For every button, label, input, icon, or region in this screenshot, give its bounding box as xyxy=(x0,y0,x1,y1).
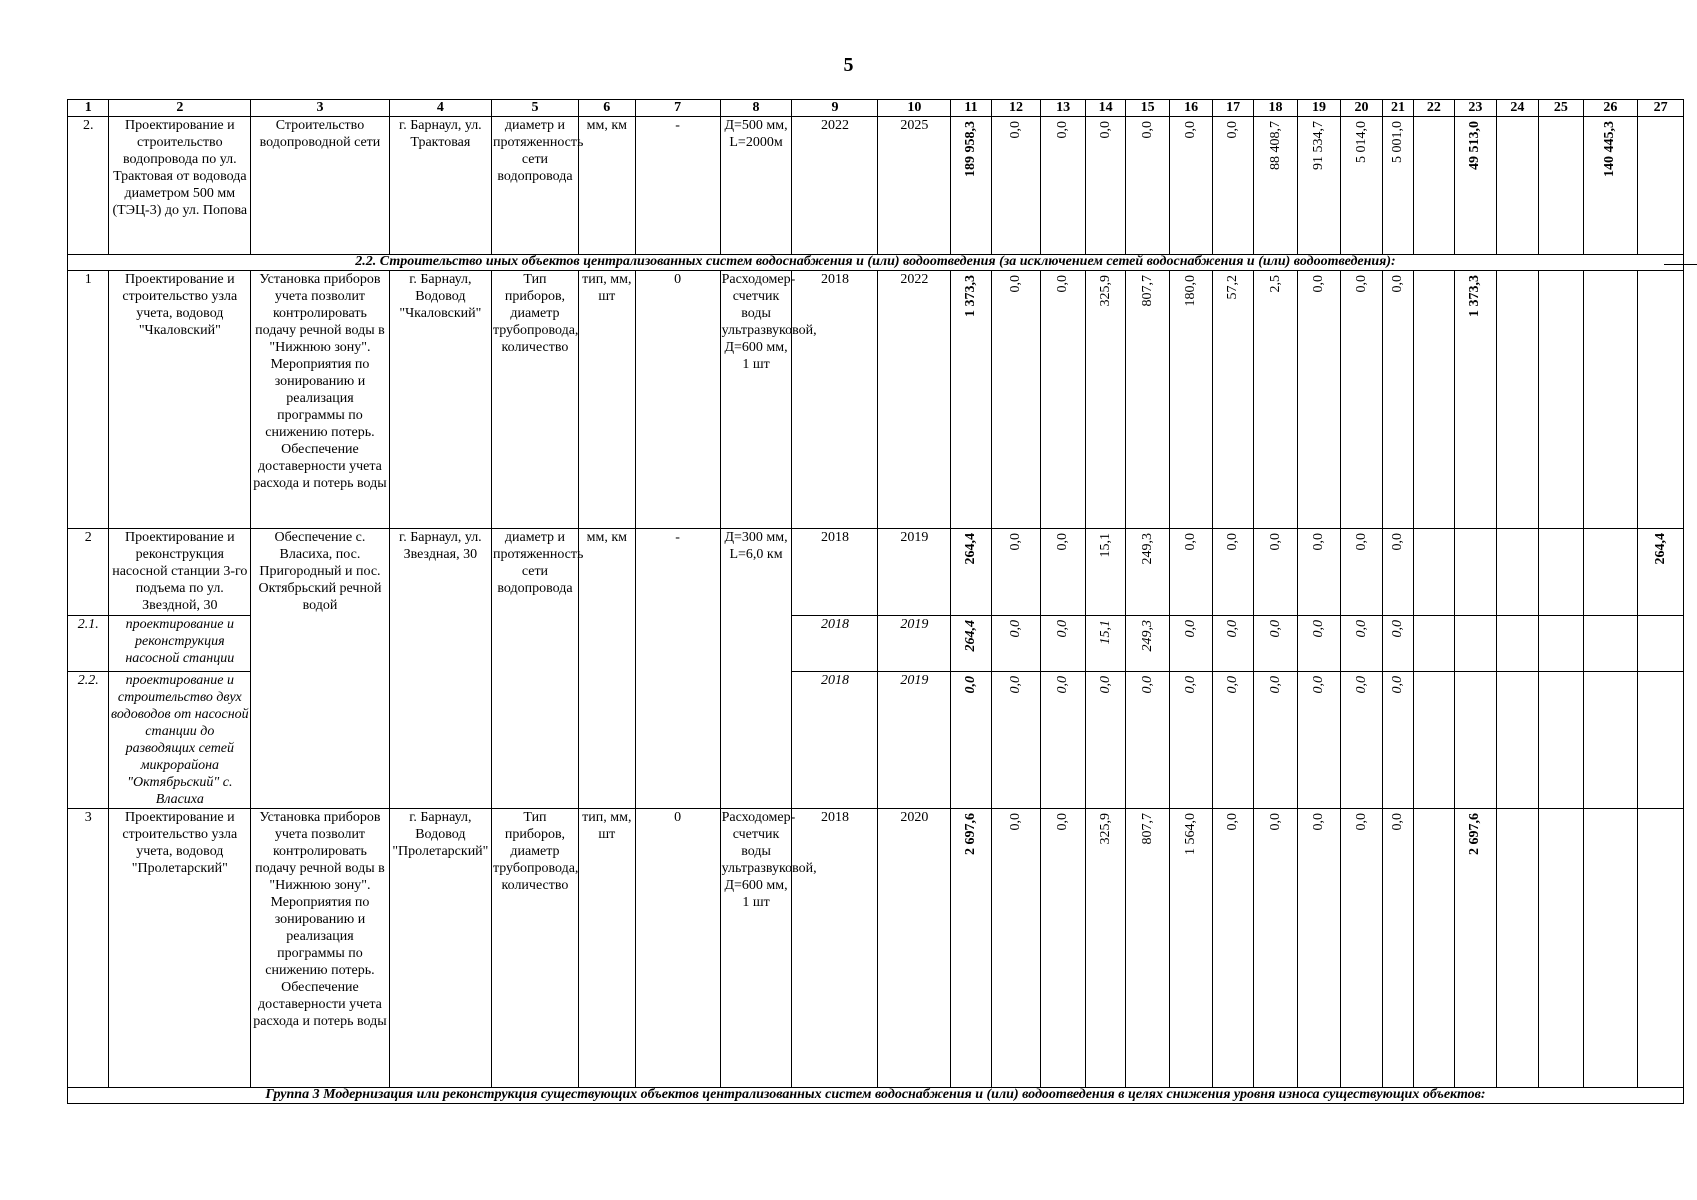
section-row xyxy=(68,255,1684,271)
project-name: Проектирование и реконструкция насосной станции 3-го подъема по ул. Звездной, 30 xyxy=(109,529,251,616)
value-before: 0 xyxy=(635,809,720,1088)
cost-total: 264,4 xyxy=(963,620,979,652)
cost-cell: 0,0 xyxy=(1267,620,1283,638)
page-number: 5 xyxy=(843,54,854,76)
cost-total: 0,0 xyxy=(963,676,979,694)
end-year: 2022 xyxy=(878,271,951,529)
cost-cell: 15,1 xyxy=(1097,533,1113,558)
row-number: 3 xyxy=(68,809,109,1088)
project-indicator: диаметр и протяженность сети водопровода xyxy=(491,117,578,255)
cost-cell: 0,0 xyxy=(1225,676,1241,694)
cost-cell: 5 014,0 xyxy=(1353,121,1369,163)
cost-cell: 0,0 xyxy=(1311,676,1327,694)
cost-cell: 0,0 xyxy=(1267,676,1283,694)
start-year: 2018 xyxy=(792,809,878,1088)
start-year: 2018 xyxy=(792,529,878,616)
col-num: 7 xyxy=(635,100,720,117)
cost-cell: 0,0 xyxy=(1389,813,1405,831)
col-num: 20 xyxy=(1340,100,1382,117)
cost-cell: 249,3 xyxy=(1139,620,1155,652)
cost-cell: 0,0 xyxy=(1139,676,1155,694)
column-number-row xyxy=(68,100,1684,117)
source-cell: 1 373,3 xyxy=(1467,275,1483,317)
value-after: Расходомер-счетчик воды ультразвуковой, Д=600 мм, 1 шт xyxy=(720,809,792,1088)
cost-cell: 0,0 xyxy=(1267,533,1283,551)
unit: мм, км xyxy=(578,117,635,255)
source-cell: 140 445,3 xyxy=(1602,121,1618,177)
start-year: 2018 xyxy=(792,616,878,672)
cost-cell: 0,0 xyxy=(1225,533,1241,551)
cost-total: 189 958,3 xyxy=(963,121,979,177)
table-row xyxy=(68,117,1684,255)
cost-cell: 0,0 xyxy=(1225,813,1241,831)
col-num: 26 xyxy=(1583,100,1638,117)
cost-cell: 0,0 xyxy=(1225,121,1241,139)
value-before: 0 xyxy=(635,271,720,529)
col-num: 2 xyxy=(109,100,251,117)
col-num: 4 xyxy=(389,100,491,117)
cost-cell: 0,0 xyxy=(1353,813,1369,831)
cost-cell: 0,0 xyxy=(1008,121,1024,139)
source-cell: 49 513,0 xyxy=(1467,121,1483,170)
col-num: 24 xyxy=(1496,100,1538,117)
project-name: проектирование и строительство двух водоводов от насосной станции до разводящих сетей микрорайона "Октябрьский" с. Власиха xyxy=(110,673,249,807)
project-location: г. Барнаул, ул. Трактовая xyxy=(389,117,491,255)
cost-cell: 0,0 xyxy=(1055,533,1071,551)
cost-cell: 0,0 xyxy=(1183,533,1199,551)
col-num: 18 xyxy=(1253,100,1298,117)
cost-cell: 0,0 xyxy=(1311,275,1327,293)
cost-cell: 0,0 xyxy=(1008,813,1024,831)
divider-line xyxy=(1664,264,1697,265)
col-num: 12 xyxy=(991,100,1041,117)
col-num: 15 xyxy=(1126,100,1170,117)
cost-cell: 180,0 xyxy=(1183,275,1199,307)
project-purpose: Установка приборов учета позволит контролировать подачу речной воды в "Нижнюю зону". Мероприятия по зонированию и реализация программы по снижению потерь. Обеспечение доставерности учета расхода и потерь воды xyxy=(251,809,390,1088)
project-purpose: Установка приборов учета позволит контролировать подачу речной воды в "Нижнюю зону". Мероприятия по зонированию и реализация программы по снижению потерь. Обеспечение доставерности учета расхода и потерь воды xyxy=(251,271,390,529)
col-num: 21 xyxy=(1383,100,1413,117)
cost-cell: 249,3 xyxy=(1139,533,1155,565)
value-before: - xyxy=(635,117,720,255)
cost-cell: 0,0 xyxy=(1311,813,1327,831)
col-num: 1 xyxy=(68,100,109,117)
cost-cell: 807,7 xyxy=(1139,813,1155,845)
col-num: 6 xyxy=(578,100,635,117)
start-year: 2018 xyxy=(792,672,878,809)
end-year: 2019 xyxy=(878,672,951,809)
col-num: 23 xyxy=(1455,100,1496,117)
project-location: г. Барнаул, Водовод "Чкаловский" xyxy=(389,271,491,529)
project-indicator: Тип приборов, диаметр трубопровода, количество xyxy=(491,809,578,1088)
cost-cell: 0,0 xyxy=(1183,620,1199,638)
row-number: 2.1. xyxy=(68,616,109,672)
start-year: 2018 xyxy=(792,271,878,529)
col-num: 8 xyxy=(720,100,792,117)
cost-cell: 0,0 xyxy=(1055,620,1071,638)
table-row xyxy=(68,271,1684,529)
cost-cell: 0,0 xyxy=(1097,121,1113,139)
end-year: 2019 xyxy=(878,616,951,672)
cost-cell: 0,0 xyxy=(1311,533,1327,551)
section-row xyxy=(68,1088,1684,1104)
cost-cell: 1 564,0 xyxy=(1183,813,1199,855)
row-number: 2 xyxy=(68,529,109,616)
cost-cell: 325,9 xyxy=(1097,813,1113,845)
end-year: 2020 xyxy=(878,809,951,1088)
col-num: 19 xyxy=(1298,100,1340,117)
col-num: 14 xyxy=(1085,100,1125,117)
project-purpose: Обеспечение с. Власиха, пос. Пригородный и пос. Октябрьский речной водой xyxy=(251,529,390,809)
project-location: г. Барнаул, ул. Звездная, 30 xyxy=(389,529,491,809)
cost-cell: 0,0 xyxy=(1353,620,1369,638)
col-num: 27 xyxy=(1638,100,1684,117)
col-num: 13 xyxy=(1041,100,1086,117)
col-num: 25 xyxy=(1539,100,1584,117)
cost-cell: 2,5 xyxy=(1267,275,1283,293)
cost-cell: 57,2 xyxy=(1225,275,1241,300)
group-heading: Группа 3 Модернизация или реконструкция существующих объектов централизованных систем водоснабжения и (или) водоотведения в целях снижения уровня износа существующих объектов: xyxy=(68,1088,1684,1104)
value-after: Д=500 мм, L=2000м xyxy=(720,117,792,255)
cost-cell: 0,0 xyxy=(1055,121,1071,139)
col-num: 10 xyxy=(878,100,951,117)
table-row xyxy=(68,529,1684,616)
cost-cell: 0,0 xyxy=(1311,620,1327,638)
cost-cell: 0,0 xyxy=(1183,121,1199,139)
cost-cell: 0,0 xyxy=(1353,533,1369,551)
cost-total: 2 697,6 xyxy=(963,813,979,855)
cost-cell: 0,0 xyxy=(1353,676,1369,694)
project-name: Проектирование и строительство водопровода по ул. Трактовая от водовода диаметром 500 мм (ТЭЦ-3) до ул. Попова xyxy=(109,117,251,255)
cost-cell: 0,0 xyxy=(1008,533,1024,551)
table-row xyxy=(68,809,1684,1088)
cost-cell: 91 534,7 xyxy=(1311,121,1327,170)
end-year: 2019 xyxy=(878,529,951,616)
source-cell: 264,4 xyxy=(1652,533,1668,565)
col-num: 17 xyxy=(1213,100,1253,117)
value-after: Д=300 мм, L=6,0 км xyxy=(720,529,792,809)
cost-cell: 0,0 xyxy=(1389,676,1405,694)
unit: тип, мм, шт xyxy=(578,809,635,1088)
cost-cell: 0,0 xyxy=(1389,275,1405,293)
col-num: 5 xyxy=(491,100,578,117)
unit: тип, мм, шт xyxy=(578,271,635,529)
col-num: 11 xyxy=(951,100,991,117)
end-year: 2025 xyxy=(878,117,951,255)
project-purpose: Строительство водопроводной сети xyxy=(251,117,390,255)
cost-cell: 0,0 xyxy=(1183,676,1199,694)
project-name: Проектирование и строительство узла учета, водовод "Чкаловский" xyxy=(109,271,251,529)
source-cell: 2 697,6 xyxy=(1467,813,1483,855)
project-indicator: Тип приборов, диаметр трубопровода, количество xyxy=(491,271,578,529)
section-heading: 2.2. Строительство иных объектов централизованных систем водоснабжения и (или) водоотведения (за исключением сетей водоснабжения и (или) водоотведения): xyxy=(68,255,1684,271)
cost-cell: 88 408,7 xyxy=(1267,121,1283,170)
col-num: 22 xyxy=(1413,100,1454,117)
value-after: Расходомер-счетчик воды ультразвуковой, Д=600 мм, 1 шт xyxy=(720,271,792,529)
cost-cell: 0,0 xyxy=(1353,275,1369,293)
project-name: проектирование и реконструкция насосной станции xyxy=(109,616,251,672)
row-number: 2.2. xyxy=(68,672,109,809)
col-num: 9 xyxy=(792,100,878,117)
cost-cell: 0,0 xyxy=(1055,275,1071,293)
cost-cell: 0,0 xyxy=(1097,676,1113,694)
cost-cell: 0,0 xyxy=(1389,533,1405,551)
cost-cell: 807,7 xyxy=(1139,275,1155,307)
project-name: Проектирование и строительство узла учета, водовод "Пролетарский" xyxy=(109,809,251,1088)
investment-table xyxy=(67,99,1684,1104)
cost-cell: 0,0 xyxy=(1055,813,1071,831)
cost-cell: 0,0 xyxy=(1055,676,1071,694)
row-number: 2. xyxy=(68,117,109,255)
cost-cell: 0,0 xyxy=(1008,676,1024,694)
start-year: 2022 xyxy=(792,117,878,255)
cost-cell: 0,0 xyxy=(1008,620,1024,638)
cost-cell: 325,9 xyxy=(1097,275,1113,307)
cost-total: 264,4 xyxy=(963,533,979,565)
cost-cell: 0,0 xyxy=(1225,620,1241,638)
unit: мм, км xyxy=(578,529,635,809)
row-number: 1 xyxy=(68,271,109,529)
project-location: г. Барнаул, Водовод "Пролетарский" xyxy=(389,809,491,1088)
cost-cell: 5 001,0 xyxy=(1389,121,1405,163)
value-before: - xyxy=(635,529,720,809)
cost-cell: 0,0 xyxy=(1267,813,1283,831)
cost-cell: 0,0 xyxy=(1389,620,1405,638)
cost-total: 1 373,3 xyxy=(963,275,979,317)
cost-cell: 15,1 xyxy=(1097,620,1113,645)
project-indicator: диаметр и протяженность сети водопровода xyxy=(491,529,578,809)
cost-cell: 0,0 xyxy=(1008,275,1024,293)
col-num: 16 xyxy=(1169,100,1213,117)
cost-cell: 0,0 xyxy=(1139,121,1155,139)
col-num: 3 xyxy=(251,100,390,117)
